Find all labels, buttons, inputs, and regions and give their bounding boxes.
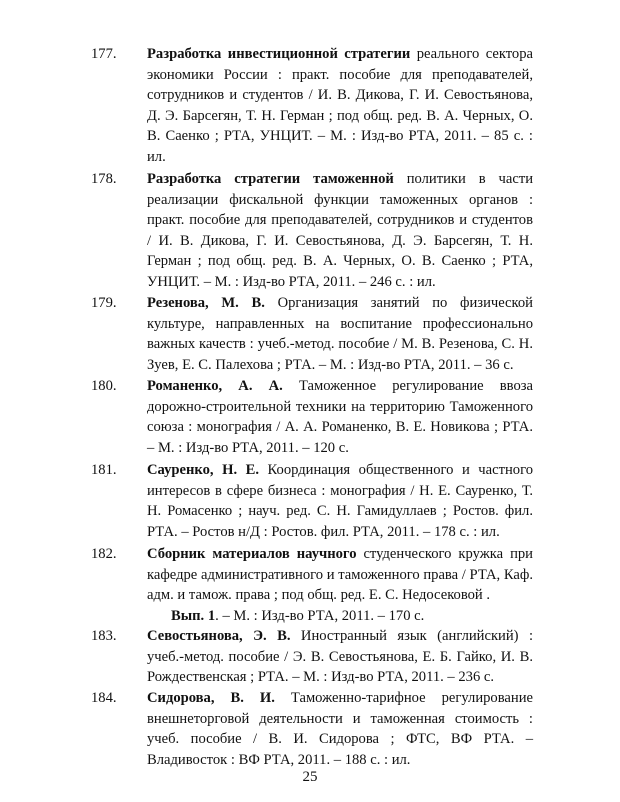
entry-body: Координация общественного и частного интересов в сфере бизнеса : монография / Н. Е. Сауренко, Т. Н. Ромасенко ; науч. ред. С. Н. Гамидуллаев ; Ростов. фил. РТА. – Ростов н/Д : Ростов. фил. РТА, 2011. – 178 с. : ил. (147, 462, 534, 540)
reference-entry-179 (91, 293, 533, 375)
entry-text (147, 460, 533, 542)
entry-number: 181. (91, 462, 117, 478)
page-number: 25 (302, 769, 318, 785)
entry-lead: Сборник материалов научного (147, 546, 357, 562)
entry-number: 178. (91, 171, 117, 187)
entry-text (147, 169, 533, 293)
entry-number: 184. (91, 690, 117, 706)
entry-text (147, 688, 533, 770)
entry-lead: Сауренко, Н. Е. (147, 462, 260, 478)
reference-entry-183 (91, 626, 533, 688)
issue-number: Вып. 1 (171, 607, 216, 624)
entry-number: 183. (91, 628, 117, 644)
entry-body: политики в части реализации фискальной функции таможенных органов : практ. пособие для преподавателей, сотрудников и студентов / И. В. Дикова, Г. И. Севостьянова, Д. Э. Барсегян, Т. Н. Герман ; под общ. ред. В. А. Черных, О. В. Саенко ; РТА, УНЦИТ. – М. : Изд-во РТА, 2011. – 246 с. : ил. (147, 171, 534, 290)
reference-entry-184 (91, 688, 533, 770)
entry-text (147, 544, 533, 606)
entry-number: 182. (91, 546, 117, 562)
entry-text (147, 626, 533, 688)
entry-number: 179. (91, 295, 117, 311)
issue-details: . – М. : Изд-во РТА, 2011. – 170 с. (215, 607, 425, 624)
entry-lead: Романенко, А. А. (147, 378, 283, 394)
entry-lead: Разработка инвестиционной стратегии (147, 46, 411, 62)
entry-body: Таможенно-тарифное регулирование внешнеторговой деятельности и таможенная стоимость : учеб. пособие / В. И. Сидорова ; ФТС, ВФ РТА. – Владивосток : ВФ РТА, 2011. – 188 с. : ил. (147, 690, 533, 768)
entry-text (147, 293, 533, 375)
entry-body: студенческого кружка при кафедре административного и таможенного права / РТА, Каф. адм. и тамож. права ; под общ. ред. Е. С. Недосековой . (147, 546, 533, 604)
entry-lead: Резенова, М. В. (147, 295, 265, 311)
entry-text (147, 376, 533, 458)
entry-body: Иностранный язык (английский) : учеб.-метод. пособие / Э. В. Севостьянова, Е. Б. Гайко, И. В. Рождественская ; РТА. – М. : Изд-во РТА, 2011. – 236 с. (147, 628, 533, 686)
reference-entry-180 (91, 376, 533, 458)
reference-entry-181 (91, 460, 533, 542)
entry-number: 180. (91, 378, 117, 394)
reference-entry-177 (91, 44, 533, 168)
entry-issue-line (147, 606, 533, 627)
entry-lead: Сидорова, В. И. (147, 690, 275, 706)
entry-body: Организация занятий по физической культуре, направленных на воспитание профессионально важных качеств : учеб.-метод. пособие / М. В. Резенова, С. Н. Зуев, Е. С. Палехова ; РТА. – М. : Изд-во РТА, 2011. – 36 с. (147, 295, 533, 373)
entry-number: 177. (91, 46, 117, 62)
entry-text (147, 44, 533, 168)
reference-entry-178 (91, 169, 533, 293)
entry-lead: Севостьянова, Э. В. (147, 628, 291, 644)
entry-body: реального сектора экономики России : практ. пособие для преподавателей, сотрудников и студентов / И. В. Дикова, Г. И. Севостьянова, Д. Э. Барсегян, Т. Н. Герман ; под общ. ред. В. А. Черных, О. В. Саенко ; РТА, УНЦИТ. – М. : Изд-во РТА, 2011. – 85 с. : ил. (147, 46, 533, 165)
entry-body: Таможенное регулирование ввоза дорожно-строительной техники на территорию Таможенного союза : монография / А. А. Романенко, В. Е. Новикова ; РТА. – М. : Изд-во РТА, 2011. – 120 с. (147, 378, 533, 456)
entry-lead: Разработка стратегии таможенной (147, 171, 394, 187)
reference-entry-182 (91, 544, 533, 626)
